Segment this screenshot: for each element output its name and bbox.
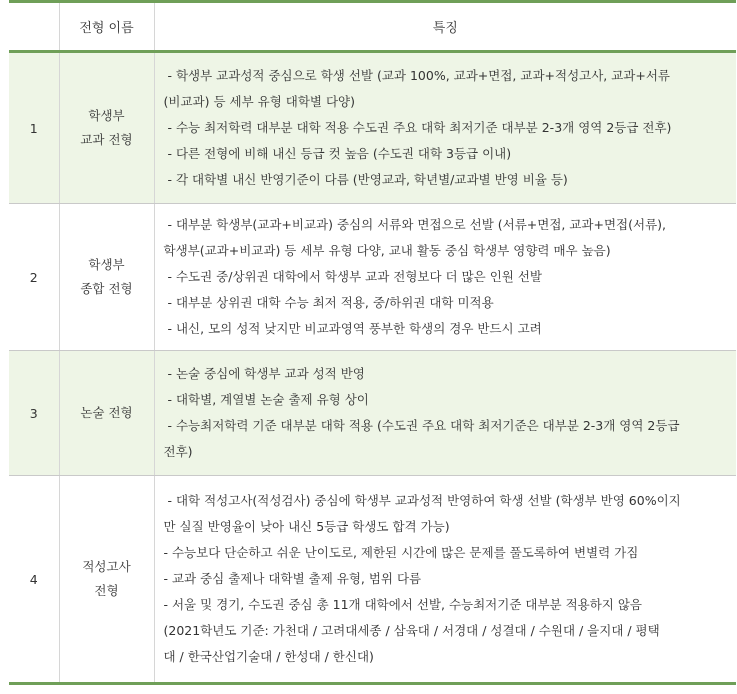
feature-line: - 대부분 학생부(교과+비교과) 중심의 서류와 면접으로 선발 (서류+면접, 교과+면접(서류),	[163, 217, 667, 232]
feature-line: - 교과 중심 출제나 대학별 출제 유형, 범위 다름	[163, 571, 422, 586]
type-name-line: 교과 전형	[80, 132, 133, 147]
feature-line: - 대부분 상위권 대학 수능 최저 적용, 중/하위권 대학 미적용	[163, 295, 494, 310]
feature-line: - 수도권 중/상위권 대학에서 학생부 교과 전형보다 더 많은 인원 선발	[163, 269, 542, 284]
feature-line: - 수능 최저학력 대부분 대학 적용 수도권 주요 대학 최저기준 대부분 2-3개 영역 2등급 전후)	[163, 120, 672, 135]
feature-line: 대 / 한국산업기술대 / 한성대 / 한신대)	[163, 649, 374, 664]
feature-line: - 학생부 교과성적 중심으로 학생 선발 (교과 100%, 교과+면접, 교과+적성고사, 교과+서류	[163, 68, 671, 83]
type-name-line: 적성고사	[82, 559, 131, 574]
header-number	[9, 2, 59, 52]
header-type-name: 전형 이름	[59, 2, 154, 52]
feature-line: - 서울 및 경기, 수도권 중심 총 11개 대학에서 선발, 수능최저기준 대부분 적용하지 않음	[163, 597, 642, 612]
table-row	[9, 204, 736, 351]
table-row	[9, 476, 736, 684]
feature-line: 전후)	[163, 444, 193, 459]
type-name	[59, 476, 154, 684]
features-cell	[154, 351, 736, 476]
row-number: 4	[9, 476, 59, 684]
feature-line: - 대학 적성고사(적성검사) 중심에 학생부 교과성적 반영하여 학생 선발 (학생부 반영 60%이지	[163, 493, 681, 508]
table-header-row	[9, 2, 736, 52]
type-name	[59, 204, 154, 351]
feature-line: - 대학별, 계열별 논술 출제 유형 상이	[163, 392, 369, 407]
admission-types-table	[9, 0, 736, 685]
feature-line: (비교과) 등 세부 유형 대학별 다양)	[163, 94, 355, 109]
feature-line: - 다른 전형에 비해 내신 등급 컷 높음 (수도권 대학 3등급 이내)	[163, 146, 512, 161]
feature-line: - 수능최저학력 기준 대부분 대학 적용 (수도권 주요 대학 최저기준은 대부분 2-3개 영역 2등급	[163, 418, 680, 433]
feature-line: 만 실질 반영율이 낮아 내신 5등급 학생도 합격 가능)	[163, 519, 450, 534]
type-name-line: 학생부	[88, 108, 125, 123]
table-row	[9, 52, 736, 204]
type-name	[59, 351, 154, 476]
type-name-line: 논술 전형	[80, 405, 133, 420]
feature-line: - 각 대학별 내신 반영기준이 다름 (반영교과, 학년별/교과별 반영 비율 등)	[163, 172, 568, 187]
feature-line: - 내신, 모의 성적 낮지만 비교과영역 풍부한 학생의 경우 반드시 고려	[163, 321, 542, 336]
type-name-line: 전형	[94, 583, 119, 598]
row-number: 2	[9, 204, 59, 351]
type-name-line: 종합 전형	[80, 281, 133, 296]
type-name	[59, 52, 154, 204]
features-cell	[154, 204, 736, 351]
features-cell	[154, 52, 736, 204]
row-number: 3	[9, 351, 59, 476]
feature-line: - 논술 중심에 학생부 교과 성적 반영	[163, 366, 365, 381]
feature-line: 학생부(교과+비교과) 등 세부 유형 다양, 교내 활동 중심 학생부 영향력 매우 높음)	[163, 243, 611, 258]
feature-line: (2021학년도 기준: 가천대 / 고려대세종 / 삼육대 / 서경대 / 성결대 / 수원대 / 을지대 / 평택	[163, 623, 660, 638]
features-cell	[154, 476, 736, 684]
table-row	[9, 351, 736, 476]
header-features: 특징	[154, 2, 736, 52]
feature-line: - 수능보다 단순하고 쉬운 난이도로, 제한된 시간에 많은 문제를 풀도록하여 변별력 가짐	[163, 545, 639, 560]
type-name-line: 학생부	[88, 257, 125, 272]
row-number: 1	[9, 52, 59, 204]
